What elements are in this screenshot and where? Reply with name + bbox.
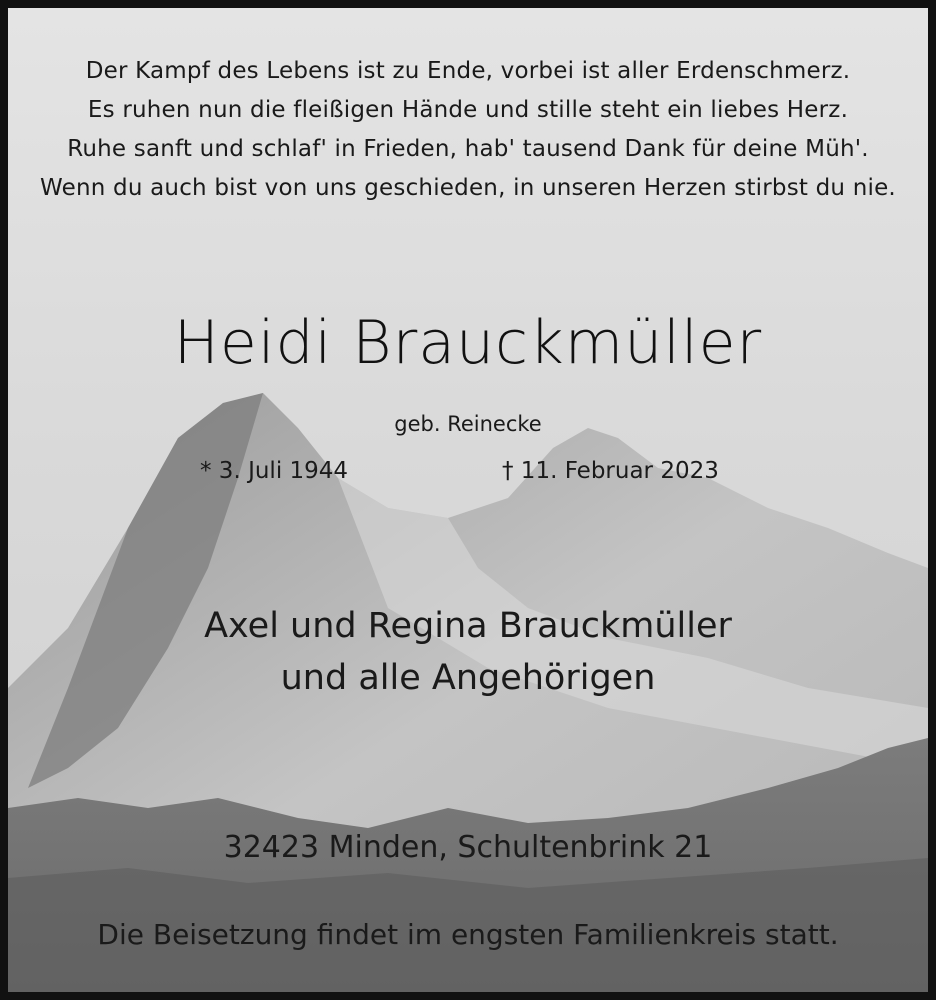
birth-name: geb. Reinecke [394,412,542,436]
verse-line: Es ruhen nun die fleißigen Hände und stille steht ein liebes Herz. [87,97,849,123]
burial-note: Die Beisetzung findet im engsten Familienkreis statt. [97,918,839,951]
mourner-line: und alle Angehörigen [280,658,656,698]
birth-date: * 3. Juli 1944 [200,458,349,484]
verse-line: Wenn du auch bist von uns geschieden, in unseren Herzen stirbst du nie. [40,175,896,201]
verse-line: Der Kampf des Lebens ist zu Ende, vorbei ist aller Erdenschmerz. [85,58,851,84]
address: 32423 Minden, Schultenbrink 21 [223,830,713,865]
verse-line: Ruhe sanft und schlaf' in Frieden, hab' tausend Dank für deine Müh'. [67,136,869,162]
deceased-name: Heidi Brauckmüller [173,308,763,378]
mourners-block [8,600,928,704]
mourner-line: Axel und Regina Brauckmüller [204,606,732,646]
verse-block [8,52,928,208]
death-date: † 11. Februar 2023 [502,458,719,484]
